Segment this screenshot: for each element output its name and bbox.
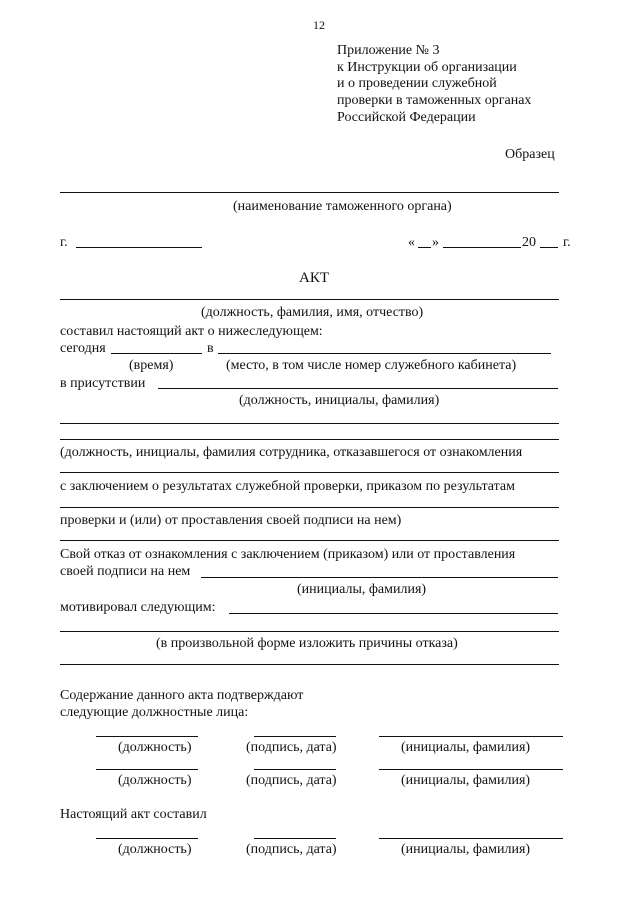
city-line: [76, 247, 202, 248]
place-line: [218, 353, 551, 354]
position-line: [96, 736, 198, 737]
refused-caption-1: (должность, инициалы, фамилия сотрудника, отказавшегося от ознакомления: [60, 445, 523, 460]
position-line: [96, 769, 198, 770]
presence-label: в присутствии: [60, 376, 146, 391]
name-caption: (инициалы, фамилия): [401, 740, 531, 755]
place-caption: (место, в том числе номер служебного кабинета): [226, 358, 517, 373]
date-open-quote: «: [408, 235, 415, 250]
appendix-line-3: и о проведении служебной: [337, 76, 497, 91]
name-line: [379, 736, 563, 737]
sample-label: Образец: [505, 147, 555, 162]
author-caption: (должность, фамилия, имя, отчество): [201, 305, 424, 320]
appendix-line-4: проверки в таможенных органах: [337, 93, 532, 108]
signature-caption: (подпись, дата): [246, 773, 337, 788]
position-caption: (должность): [118, 773, 192, 788]
motivated-line: [229, 613, 558, 614]
blank-line-1: [60, 423, 559, 424]
presence-caption: (должность, инициалы, фамилия): [239, 393, 440, 408]
time-caption: (время): [129, 358, 174, 373]
refusal-caption: (инициалы, фамилия): [297, 582, 427, 597]
reason-line-1: [60, 631, 559, 632]
name-caption: (инициалы, фамилия): [401, 773, 531, 788]
year-line: [540, 247, 558, 248]
page-number: 12: [313, 18, 325, 32]
motivated-label: мотивировал следующим:: [60, 600, 216, 615]
date-close-quote: »: [432, 235, 439, 250]
in-label: в: [207, 341, 214, 356]
name-caption: (инициалы, фамилия): [401, 842, 531, 857]
today-label: сегодня: [60, 341, 106, 356]
refusal-text-1: Свой отказ от ознакомления с заключением (приказом) или от проставления: [60, 547, 516, 562]
signature-line: [254, 736, 336, 737]
confirm-text-1: Содержание данного акта подтверждают: [60, 688, 304, 703]
author-line: [60, 299, 559, 300]
act-title: АКТ: [299, 270, 329, 286]
position-caption: (должность): [118, 740, 192, 755]
refused-caption-3: проверки и (или) от проставления своей подписи на нем): [60, 513, 402, 528]
appendix-line-5: Российской Федерации: [337, 110, 476, 125]
reason-line-2: [60, 664, 559, 665]
position-caption: (должность): [118, 842, 192, 857]
confirm-text-2: следующие должностные лица:: [60, 705, 249, 720]
name-line: [379, 838, 563, 839]
composed-text: составил настоящий акт о нижеследующем:: [60, 324, 323, 339]
blank-line-4: [60, 507, 559, 508]
signature-line: [254, 838, 336, 839]
signature-line: [254, 769, 336, 770]
day-line: [418, 247, 431, 248]
customs-body-line: [60, 192, 559, 193]
appendix-line-2: к Инструкции об организации: [337, 60, 517, 75]
refused-caption-2: с заключением о результатах служебной проверки, приказом по результатам: [60, 479, 515, 494]
month-line: [443, 247, 521, 248]
signature-caption: (подпись, дата): [246, 740, 337, 755]
customs-body-caption: (наименование таможенного органа): [233, 199, 452, 214]
blank-line-5: [60, 540, 559, 541]
name-line: [379, 769, 563, 770]
date-century: 20: [522, 235, 536, 250]
composed-by-label: Настоящий акт составил: [60, 807, 207, 822]
reason-caption: (в произвольной форме изложить причины отказа): [156, 636, 458, 651]
appendix-line-1: Приложение № 3: [337, 43, 440, 58]
blank-line-2: [60, 439, 559, 440]
city-prefix: г.: [60, 235, 68, 250]
time-line: [111, 353, 202, 354]
position-line: [96, 838, 198, 839]
refusal-name-line: [201, 577, 558, 578]
signature-caption: (подпись, дата): [246, 842, 337, 857]
presence-line: [158, 388, 558, 389]
date-year-suffix: г.: [563, 235, 571, 250]
blank-line-3: [60, 472, 559, 473]
refusal-text-2: своей подписи на нем: [60, 564, 191, 579]
